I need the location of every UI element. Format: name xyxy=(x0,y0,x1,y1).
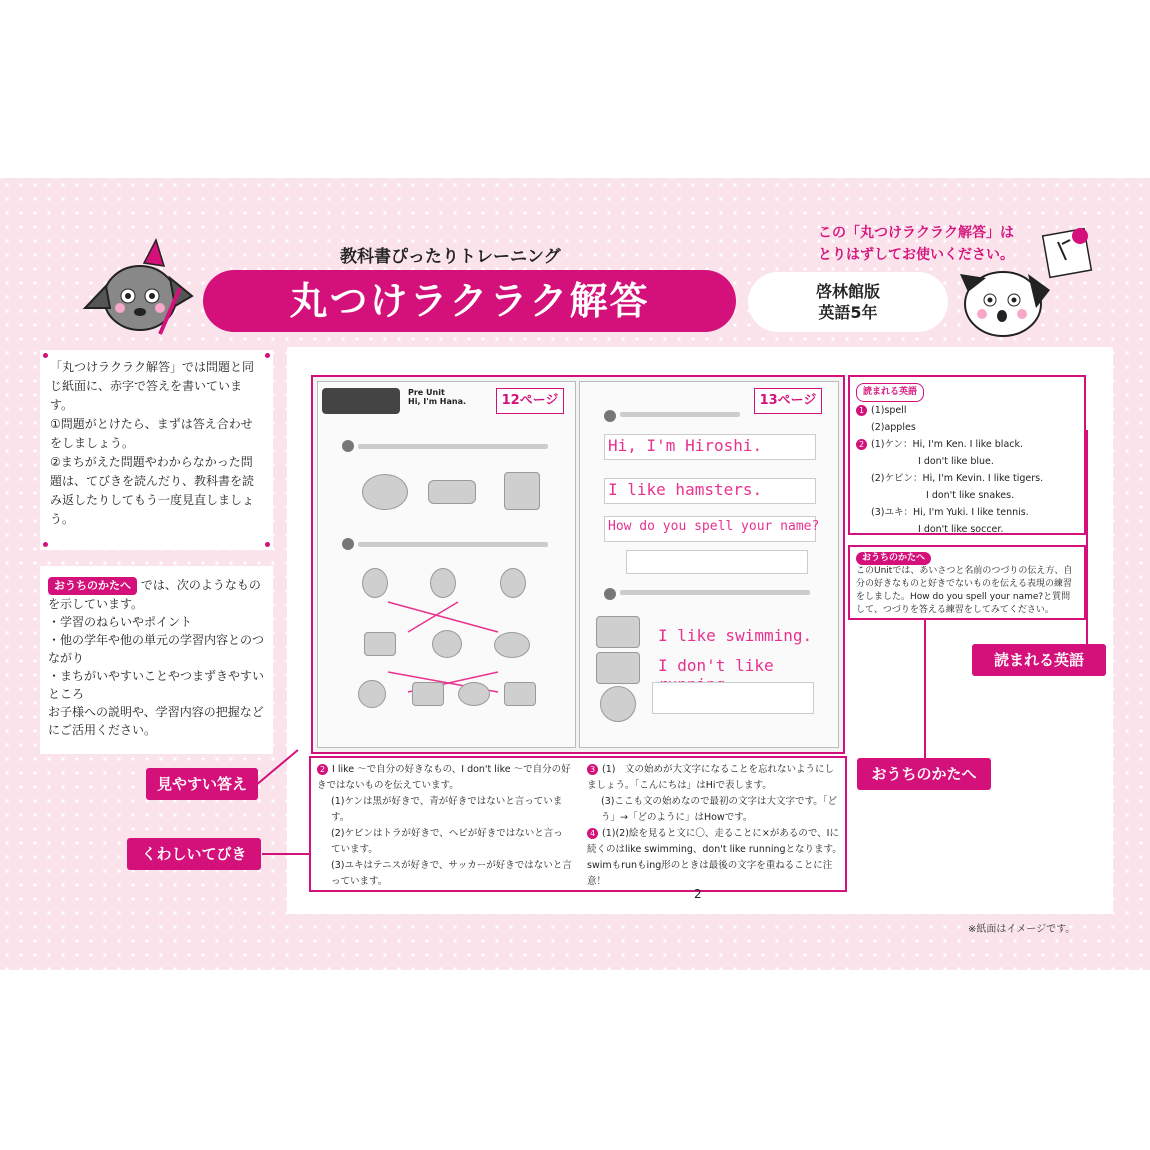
guide-text: (3)ここも文の始めなので最初の文字は大文字です。「どう」→「どのように」はHowです。 xyxy=(601,796,837,823)
answer-4: I like swimming. xyxy=(658,626,813,645)
bottle-picture xyxy=(428,480,476,504)
read-line: I don't like snakes. xyxy=(926,490,1015,501)
connector-line xyxy=(262,853,310,855)
parents-intro xyxy=(48,576,265,613)
read-line: I don't like soccer. xyxy=(918,524,1004,535)
read-line: (2)ケビン：Hi, I'm Kevin. I like tigers. xyxy=(871,473,1044,484)
instruction-line xyxy=(620,412,740,417)
grade-label: 英語5年 xyxy=(818,303,878,322)
usage-instructions-panel xyxy=(40,350,273,550)
parents-item-3: ・まちがいやすいことやつまずきやすいところ xyxy=(48,669,265,701)
footnote: ※紙面はイメージです。 xyxy=(968,924,1076,935)
answer-1: Hi, I'm Hiroshi. xyxy=(608,436,763,455)
guide-text: (3)ユキはテニスが好きで、サッカーが好きではないと言っています。 xyxy=(331,860,572,887)
page-number: 2 xyxy=(694,887,702,901)
read-line: (3)ユキ：Hi, I'm Yuki. I like tennis. xyxy=(871,507,1029,518)
answer-5: I don't like xyxy=(658,656,774,675)
read-line: (1)spell xyxy=(871,405,907,416)
read-line: (2)apples xyxy=(871,422,916,433)
answer-2: I like hamsters. xyxy=(608,480,763,499)
connector-line xyxy=(924,620,926,758)
number-3-icon: 3 xyxy=(587,764,598,775)
left-page-badge: 12ページ xyxy=(496,388,564,414)
right-page-badge: 13ページ xyxy=(754,388,822,414)
instruction-line xyxy=(620,590,810,595)
read-line: I don't like blue. xyxy=(918,456,994,467)
instructions-step-2: ②まちがえた問題やわからなかった問題は、てびきを読んだり、教科書を読み返したりしてもう一度見直しましょう。 xyxy=(50,455,255,526)
publisher-label: 啓林館版 xyxy=(815,282,880,301)
player-picture xyxy=(358,680,386,708)
callout-detailed-guide: くわしいてびき xyxy=(127,838,261,870)
girl-picture xyxy=(504,472,540,510)
guide-text: (1)(2)絵を見ると文に〇、走ることに×があるので、Iに続くのはlike swimming、don't like runningとなります。swimもrunもing形のときは最後の文字を重ねることに注意！ xyxy=(587,828,842,887)
question-number-1 xyxy=(342,440,354,452)
left-page xyxy=(317,381,576,748)
instructions-intro: 「丸つけラクラク解答」では問題と同じ紙面に、赤字で答えを書いています。 xyxy=(50,360,255,412)
shoe-picture xyxy=(412,682,444,706)
dog-mascot-right xyxy=(958,212,1108,342)
number-4-icon: 4 xyxy=(587,828,598,839)
question-number-4 xyxy=(604,588,616,600)
notice-line-2: とりはずしてお使いください。 xyxy=(818,247,1014,263)
bottle-picture xyxy=(364,632,396,656)
instruction-line xyxy=(358,444,548,449)
unit-title: Pre Unit xyxy=(408,388,445,397)
girl-picture xyxy=(600,686,636,722)
parents-note-box xyxy=(848,545,1086,620)
running-picture xyxy=(596,652,640,684)
swimming-picture xyxy=(596,616,640,648)
series-subtitle: 教科書ぴったりトレーニング xyxy=(340,247,561,267)
number-1-icon: 1 xyxy=(856,405,867,416)
dog-mascot-left xyxy=(80,238,200,338)
guide-right-column xyxy=(587,762,842,890)
guide-text: I like ～で自分の好きなもの、I don't like ～で自分の好きではないものを伝えています。 xyxy=(317,764,571,791)
yarn-picture xyxy=(362,474,408,510)
bottle-picture xyxy=(504,682,536,706)
word-choices-box xyxy=(626,550,808,574)
parents-intro-text: では、次のようなものを示しています。 xyxy=(48,578,261,611)
notice-line-1: この「丸つけラクラク解答」は xyxy=(818,225,1014,241)
guide-box xyxy=(309,756,847,892)
guide-text: (1) 文の始めが大文字になることを忘れないようにしましょう。「こんにちは」はHiで表します。 xyxy=(587,764,834,791)
instructions-step-1: ①問題がとけたら、まずは答え合わせをしましょう。 xyxy=(50,417,253,450)
right-page xyxy=(579,381,839,748)
parents-item-2: ・他の学年や他の単元の学習内容とのつながり xyxy=(48,633,265,665)
unit-heading xyxy=(408,388,466,406)
gorilla-picture xyxy=(494,632,530,658)
question-number-2 xyxy=(342,538,354,550)
number-2-icon: 2 xyxy=(317,764,328,775)
question-number-3 xyxy=(604,410,616,422)
page-title: 丸つけラクラク解答 xyxy=(203,270,736,332)
unit-subtitle: Hi, I'm Hana. xyxy=(408,397,467,406)
parents-info-panel xyxy=(40,566,273,754)
parents-item-1: ・学習のねらいやポイント xyxy=(48,615,193,629)
read-line: (1)ケン：Hi, I'm Ken. I like black. xyxy=(871,439,1024,450)
parents-closing: お子様への説明や、学習内容の把握などにご活用ください。 xyxy=(48,705,264,737)
guide-text: (2)ケビンはトラが好きで、ヘビが好きではないと言っています。 xyxy=(331,828,563,855)
instruction-line xyxy=(358,542,548,547)
answer-3: How do you spell your name? xyxy=(608,519,820,534)
racket-picture xyxy=(432,630,462,658)
parents-label: おうちのかたへ xyxy=(48,577,137,595)
callout-for-parents: おうちのかたへ xyxy=(857,758,991,790)
read-english-tag: 読まれる英語 xyxy=(856,383,924,402)
parents-tag: おうちのかたへ xyxy=(856,552,931,565)
read-english-box xyxy=(848,375,1086,535)
test-header-badge xyxy=(322,388,400,414)
guide-text: (1)ケンは黒が好きで、青が好きではないと言っています。 xyxy=(331,796,563,823)
book-spread xyxy=(311,375,845,754)
parents-note-text: このUnitでは、あいさつと名前のつづりの伝え方、自分の好きなものと好きでないものを伝える表現の練習をしました。How do you spell your name?と質問して、つづりを答える練習をしてみてください。 xyxy=(856,566,1073,615)
edition-badge xyxy=(748,272,948,332)
callout-read-english: 読まれる英語 xyxy=(972,644,1106,676)
word-choices-box xyxy=(652,682,814,714)
callout-easy-answers: 見やすい答え xyxy=(146,768,258,800)
connector-line xyxy=(1086,430,1088,645)
guide-left-column xyxy=(317,762,572,890)
snake-picture xyxy=(458,682,490,706)
number-2-icon: 2 xyxy=(856,439,867,450)
